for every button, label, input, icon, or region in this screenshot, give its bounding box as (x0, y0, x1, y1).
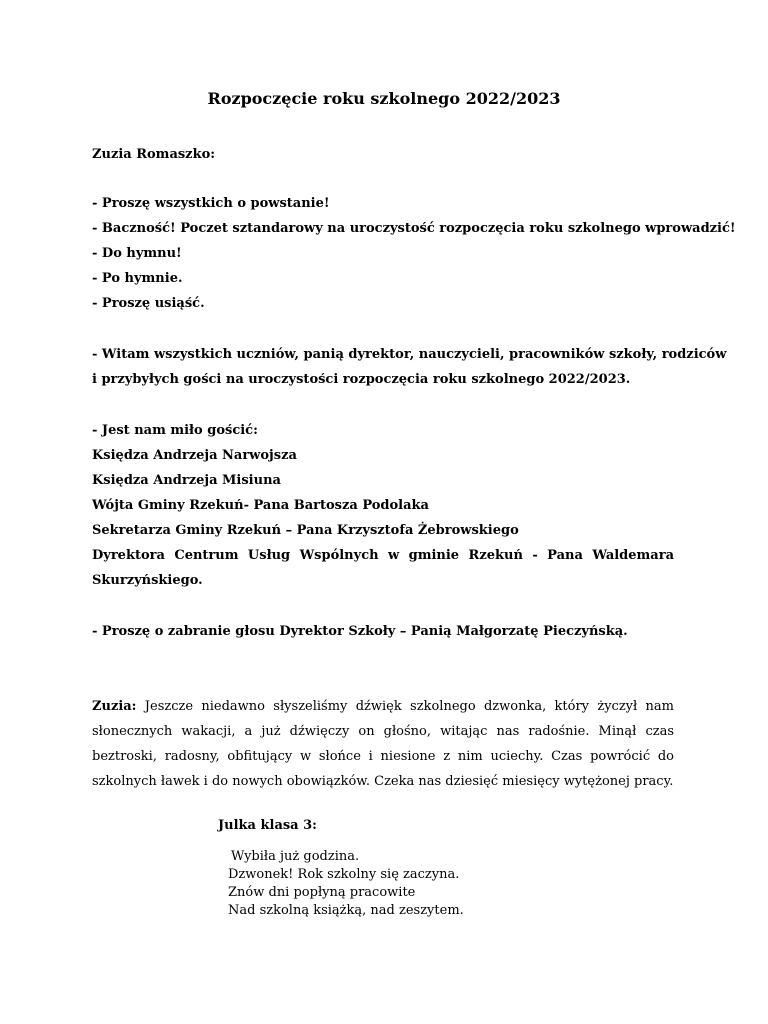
poem-line: Znów dni popłyną pracowite (228, 885, 416, 900)
zuzia-paragraph-text: Jeszcze niedawno słyszeliśmy dźwięk szkolnego dzwonka, który życzył nam słonecznych wakacji, a już dźwięczy on głośno, witając nas radośnie. Minął czas beztroski, radosny, obfitujący w słońce i niesione z nim uciechy. Czas powrócić do szkolnych ławek i do nowych obowiązków. Czeka nas dziesięć miesięcy wytężonej pracy. (92, 699, 674, 789)
speech-request (92, 619, 674, 644)
command-line: - Proszę usiąść. (92, 296, 205, 311)
command-line: - Po hymnie. (92, 271, 183, 286)
opening-commands (92, 191, 736, 316)
document-title: Rozpoczęcie roku szkolnego 2022/2023 (207, 89, 561, 108)
speaker-heading (92, 142, 674, 167)
guest-name: Wójta Gminy Rzekuń- Pana Bartosza Podolaka (92, 498, 429, 513)
guest-director-line: Dyrektora Centrum Usług Wspólnych w gminie Rzekuń - Pana Waldemara (92, 548, 674, 563)
poem-line: Nad szkolną książką, nad zeszytem. (228, 903, 464, 918)
guests-intro: - Jest nam miło gościć: (92, 423, 258, 438)
guest-name: Księdza Andrzeja Misiuna (92, 473, 281, 488)
guest-name: Księdza Andrzeja Narwojsza (92, 448, 297, 463)
command-line: - Do hymnu! (92, 246, 182, 261)
speech-request-text: - Proszę o zabranie głosu Dyrektor Szkoły – Panią Małgorzatę Pieczyńską. (92, 624, 628, 639)
welcome-line: - Witam wszystkich uczniów, panią dyrektor, nauczycieli, pracowników szkoły, rodziców (92, 347, 727, 362)
poem-line: Dzwonek! Rok szkolny się zaczyna. (228, 867, 460, 882)
command-line: - Proszę wszystkich o powstanie! (92, 196, 330, 211)
poem-verse (228, 848, 464, 920)
poem-heading: Julka klasa 3: (218, 818, 317, 833)
guests-list (92, 418, 674, 593)
command-line: - Baczność! Poczet sztandarowy na uroczystość rozpoczęcia roku szkolnego wprowadzić! (92, 221, 736, 236)
poem-line: Wybiła już godzina. (231, 849, 360, 864)
guest-name: Sekretarza Gminy Rzekuń – Pana Krzysztofa Żebrowskiego (92, 523, 519, 538)
zuzia-paragraph (92, 694, 674, 794)
zuzia-paragraph-body (92, 694, 674, 794)
zuzia-speaker-label: Zuzia: (92, 699, 137, 714)
speaker-heading-text: Zuzia Romaszko: (92, 147, 216, 162)
welcome-line: i przybyłych gości na uroczystości rozpoczęcia roku szkolnego 2022/2023. (92, 372, 631, 387)
welcome-paragraph (92, 342, 727, 392)
guest-director-line: Skurzyńskiego. (92, 573, 203, 588)
